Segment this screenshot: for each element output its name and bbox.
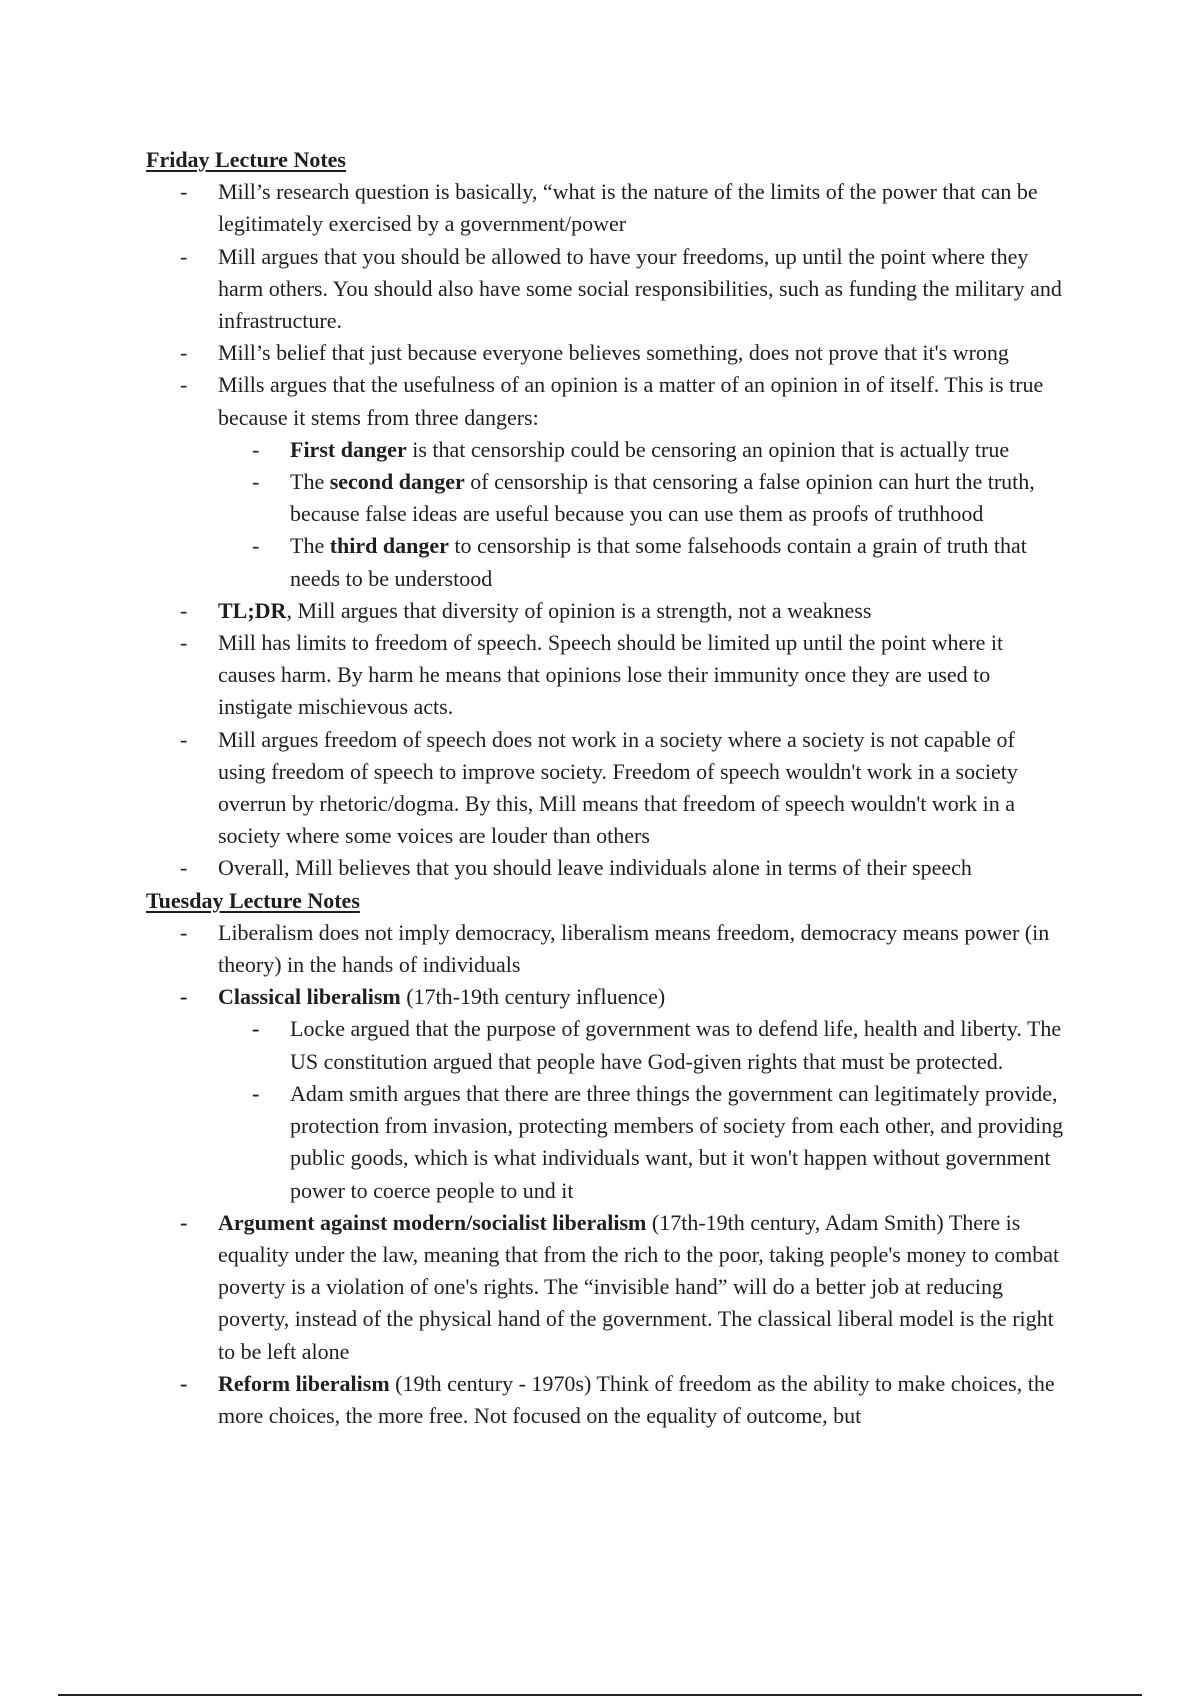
bullet: - bbox=[252, 1016, 260, 1042]
sub-list-item bbox=[218, 530, 1066, 594]
item-post: (17th-19th century, Adam Smith) There is equality under the law, meaning that from the rich to the poor, taking people's money to combat poverty is a violation of one's rights. The “invisible hand” will do a better job at reducing poverty, instead of the physical hand of the government. The classical liberal model is the right to be left alone bbox=[218, 1209, 1060, 1364]
item-text: Mill has limits to freedom of speech. Speech should be limited up until the point where it causes harm. By harm he means that opinions lose their immunity once they are used to instigate mischievous acts. bbox=[218, 630, 1004, 720]
list-item bbox=[146, 852, 1066, 884]
item-bold: First danger bbox=[290, 436, 407, 462]
tuesday-list bbox=[146, 917, 1066, 1432]
footer-divider bbox=[58, 1694, 1142, 1696]
bullet: - bbox=[180, 1209, 188, 1235]
item-bold: Reform liberalism bbox=[218, 1370, 390, 1396]
list-item bbox=[146, 724, 1066, 853]
list-item bbox=[146, 627, 1066, 724]
bullet: - bbox=[252, 533, 260, 559]
list-item bbox=[146, 241, 1066, 338]
item-text: Mill’s belief that just because everyone believes something, does not prove that it's wrong bbox=[218, 340, 1009, 366]
bullet: - bbox=[180, 1370, 188, 1396]
list-item bbox=[146, 595, 1066, 627]
friday-heading: Friday Lecture Notes bbox=[146, 147, 346, 172]
bullet: - bbox=[180, 340, 188, 366]
list-item bbox=[146, 981, 1066, 1206]
item-post: (17th-19th century influence) bbox=[400, 984, 666, 1010]
bullet: - bbox=[180, 630, 188, 656]
dangers-sublist bbox=[218, 434, 1066, 595]
list-item bbox=[146, 1207, 1066, 1368]
item-post: to censorship is that some falsehoods contain a grain of truth that needs to be understood bbox=[290, 533, 1027, 591]
friday-list bbox=[146, 176, 1066, 884]
item-bold: third danger bbox=[329, 533, 449, 559]
list-item bbox=[146, 369, 1066, 594]
item-bold: second danger bbox=[329, 469, 465, 495]
bullet: - bbox=[180, 984, 188, 1010]
classical-sublist bbox=[218, 1013, 1066, 1206]
item-text: Mills argues that the usefulness of an opinion is a matter of an opinion in of itself. This is true because it stems from three dangers: bbox=[218, 372, 1044, 430]
item-pre: The bbox=[290, 469, 330, 495]
bullet: - bbox=[180, 179, 188, 205]
sub-list-item bbox=[218, 434, 1066, 466]
item-pre: The bbox=[290, 533, 330, 559]
bullet: - bbox=[180, 597, 188, 623]
item-text: Overall, Mill believes that you should leave individuals alone in terms of their speech bbox=[218, 855, 972, 881]
tuesday-heading: Tuesday Lecture Notes bbox=[146, 887, 360, 913]
item-post: of censorship is that censoring a false opinion can hurt the truth, because false ideas are useful because you can use them as proofs of truthhood bbox=[290, 469, 1035, 527]
item-text: Mill argues that you should be allowed to have your freedoms, up until the point where they harm others. You should also have some social responsibilities, such as funding the military and infrastructure. bbox=[218, 243, 1062, 334]
notes-content bbox=[146, 144, 1066, 1432]
sub-list-item bbox=[218, 466, 1066, 530]
bullet: - bbox=[180, 372, 188, 398]
bullet: - bbox=[252, 1080, 260, 1106]
item-post: is that censorship could be censoring an opinion that is actually true bbox=[406, 436, 1010, 462]
list-item bbox=[146, 1368, 1066, 1432]
bullet: - bbox=[252, 469, 260, 495]
item-bold: Classical liberalism bbox=[218, 984, 401, 1010]
item-bold: TL;DR bbox=[218, 597, 287, 623]
item-post: (19th century - 1970s) Think of freedom as the ability to make choices, the more choices, the more free. Not focused on the equality of outcome, but bbox=[218, 1370, 1055, 1428]
item-text: Liberalism does not imply democracy, liberalism means freedom, democracy means power (in theory) in the hands of individuals bbox=[218, 919, 1050, 978]
bullet: - bbox=[180, 855, 188, 881]
item-post: , Mill argues that diversity of opinion is a strength, not a weakness bbox=[286, 597, 872, 623]
bullet: - bbox=[252, 436, 260, 462]
sub-list-item bbox=[218, 1078, 1066, 1207]
list-item bbox=[146, 917, 1066, 981]
item-bold: Argument against modern/socialist liberalism bbox=[218, 1209, 647, 1235]
item-text: Locke argued that the purpose of government was to defend life, health and liberty. The US constitution argued that people have God-given rights that must be protected. bbox=[290, 1016, 1062, 1074]
list-item bbox=[146, 176, 1066, 240]
item-text: Mill’s research question is basically, “what is the nature of the limits of the power that can be legitimately exercised by a government/power bbox=[218, 179, 1038, 237]
bullet: - bbox=[180, 726, 188, 752]
item-text: Adam smith argues that there are three things the government can legitimately provide, protection from invasion, protecting members of society from each other, and providing public goods, which is what individuals want, but it won't happen without government power to coerce people to und it bbox=[290, 1080, 1064, 1203]
bullet: - bbox=[180, 919, 188, 945]
sub-list-item bbox=[218, 1013, 1066, 1077]
bullet: - bbox=[180, 243, 188, 269]
list-item bbox=[146, 337, 1066, 369]
item-text: Mill argues freedom of speech does not work in a society where a society is not capable of using freedom of speech to improve society. Freedom of speech wouldn't work in a society overrun by rhetoric/dogma. By this, Mill means that freedom of speech wouldn't work in a society where some voices are louder than others bbox=[218, 726, 1018, 849]
